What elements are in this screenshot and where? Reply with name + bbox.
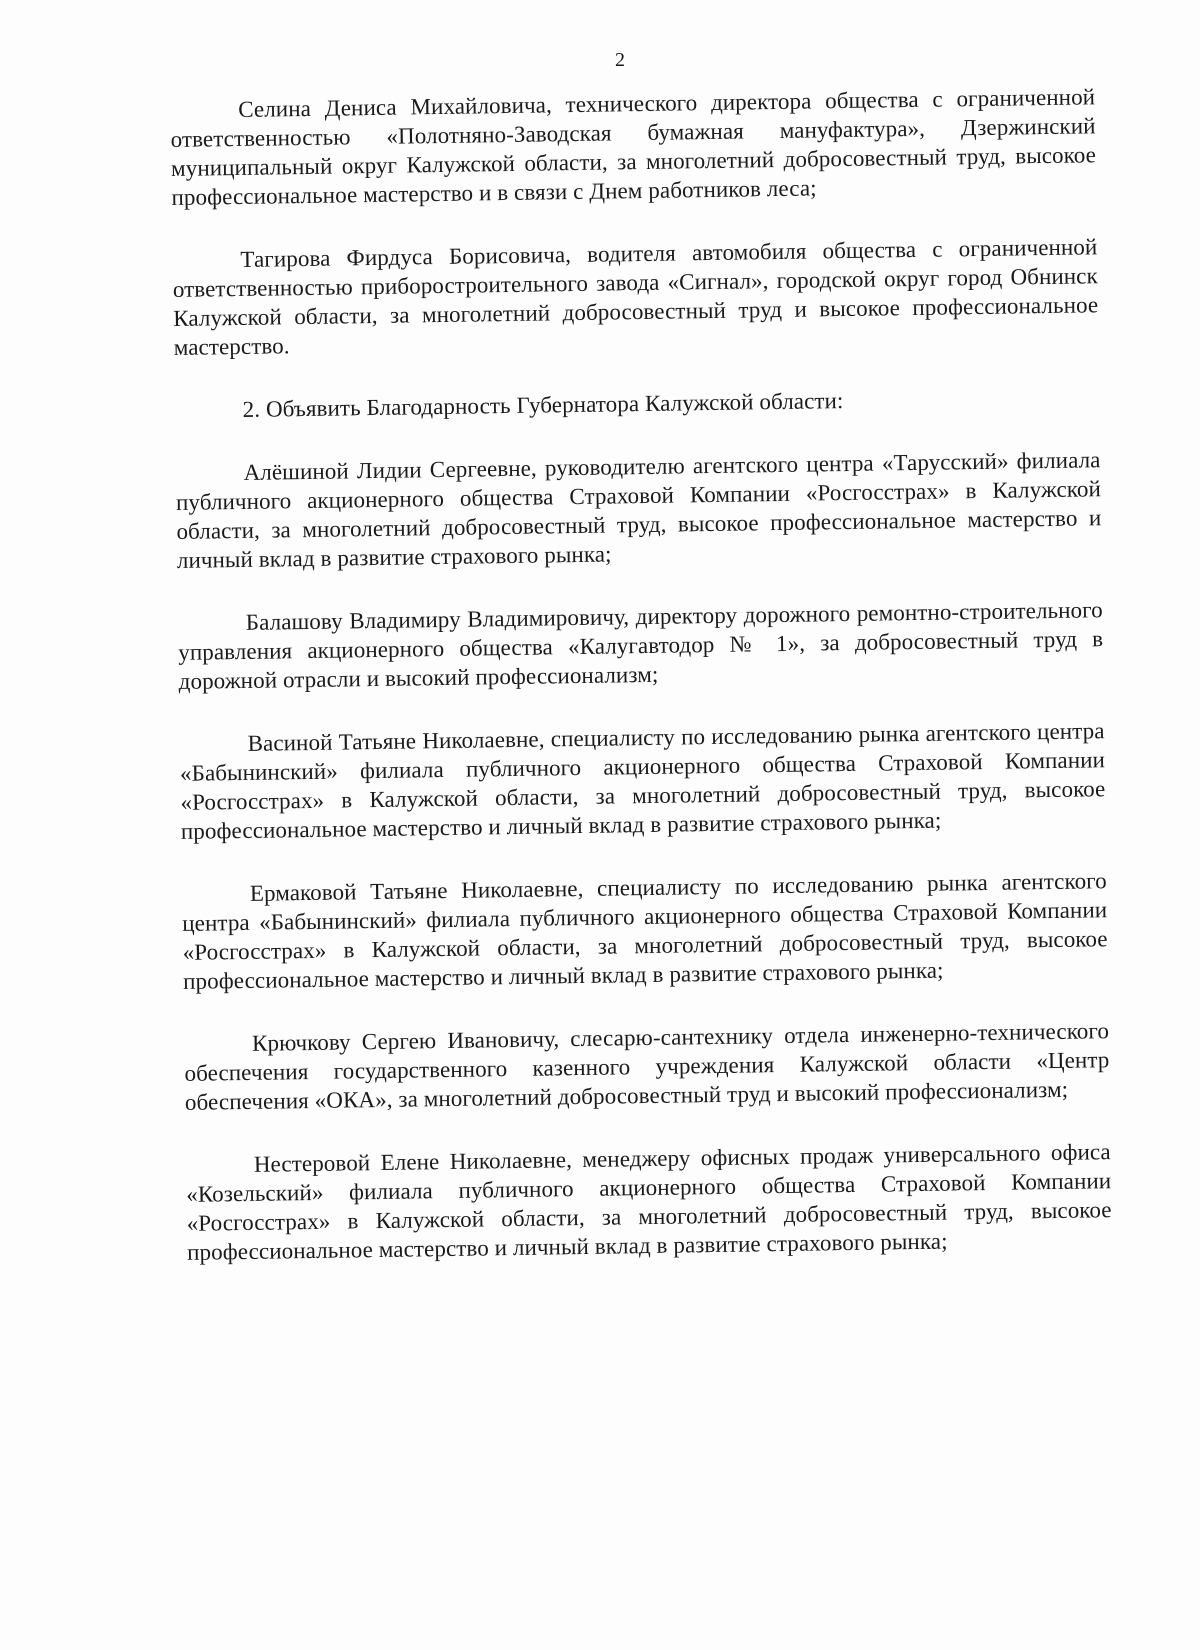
paragraph-vasina: Васиной Татьяне Николаевне, специалисту по исследованию рынка агентского центра «Бабынинский» филиала публичного акционерного общества Страховой Компании «Росгосстрах» в Калужской области, за многолетний добросовестный труд, высокое профессиональное мастерство и личный вклад в развитие страхового рынка; <box>179 718 1106 844</box>
paragraph-alyoshina: Алёшиной Лидии Сергеевне, руководителю агентского центра «Тарусский» филиала публичного акционерного общества Страховой Компании «Росгосстрах» в Калужской области, за многолетний добросовестный труд, высокое профессиональное мастерство и личный вклад в развитие страхового рынка; <box>175 447 1102 573</box>
page-number: 2 <box>615 49 625 71</box>
paragraph-section-2-heading: 2. Объявить Благодарность Губернатора Калужской области: <box>242 388 844 422</box>
paragraph-ermakova: Ермаковой Татьяне Николаевне, специалисту по исследованию рынка агентского центра «Бабынинский» филиала публичного акционерного общества Страховой Компании «Росгосстрах» в Калужской области, за многолетний добросовестный труд, высокое профессиональное мастерство и личный вклад в развитие страхового рынка; <box>182 868 1108 994</box>
paragraph-selin: Селина Дениса Михайловича, технического директора общества с ограниченной ответственностью «Полотняно-Заводская бумажная мануфактура», Дзержинский муниципальный округ Калужской области, за многолетний добросовестный труд, высокое профессиональное мастерство и в связи с Днем работников леса; <box>170 84 1097 210</box>
paragraph-balashov: Балашову Владимиру Владимировичу, директору дорожного ремонтно-строительного управления акционерного общества «Калугавтодор № 1», за добросовестный труд в дорожной отрасли и высокий профессионализм; <box>178 597 1104 694</box>
paragraph-kryuchkov: Крючкову Сергею Ивановичу, слесарю-сантехнику отдела инженерно-технического обеспечения государственного казенного учреждения Калужской области «Центр обеспечения «ОКА», за многолетний добросовестный труд и высокий профессионализм; <box>184 1018 1110 1115</box>
paragraph-tagirov: Тагирова Фирдуса Борисовича, водителя автомобиля общества с ограниченной ответственностью приборостроительного завода «Сигнал», городской округ город Обнинск Калужской области, за многолетний добросовестный труд и высокое профессиональное мастерство. <box>172 234 1099 360</box>
paragraph-nesterova: Нестеровой Елене Николаевне, менеджеру офисных продаж универсального офиса «Козельский» филиала публичного акционерного общества Страховой Компании «Росгосстрах» в Калужской области, за многолетний добросовестный труд, высокое профессиональное мастерство и личный вклад в развитие страхового рынка; <box>186 1139 1112 1265</box>
document-body <box>170 82 1113 1301</box>
